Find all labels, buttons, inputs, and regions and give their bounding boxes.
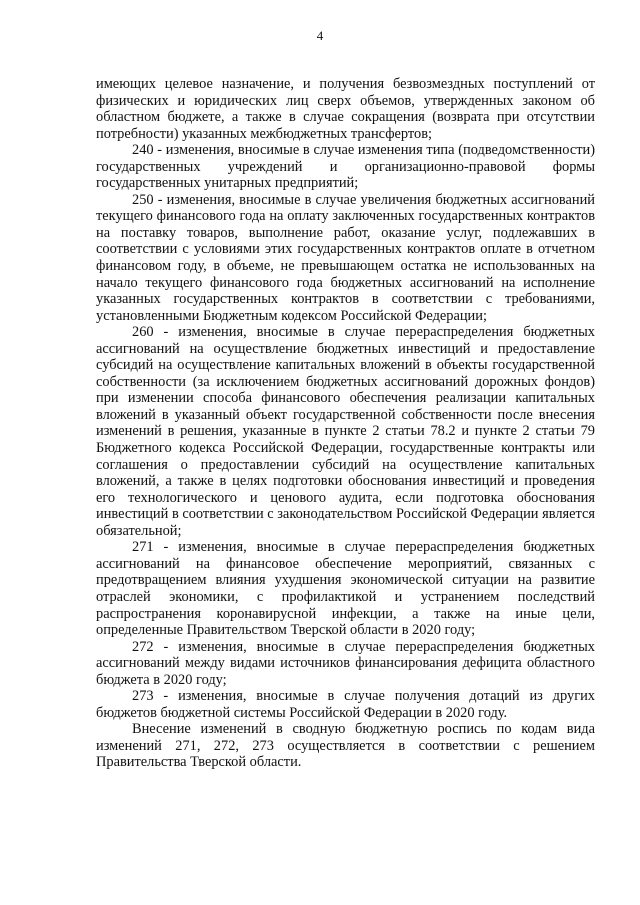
- paragraph-code-260: 260 - изменения, вносимые в случае перераспределения бюджетных ассигнований на осуществление бюджетных инвестиций и предоставление субсидий на осуществление капитальных вложений в объекты государственной собственности (за исключением бюджетных ассигнований дорожных фондов) при изменении способа финансового обеспечения реализации капитальных вложений в указанный объект государственной собственности после внесения изменений в решения, указанные в пункте 2 статьи 78.2 и пункте 2 статьи 79 Бюджетного кодекса Российской Федерации, государственные контракты или соглашения о предоставлении субсидий на осуществление капитальных вложений, а также в целях подготовки обоснования инвестиций и проведения его технологического и ценового аудита, если подготовка обоснования инвестиций в соответствии с законодательством Российской Федерации является обязательной;: [96, 324, 595, 539]
- paragraph-code-272: 272 - изменения, вносимые в случае перераспределения бюджетных ассигнований между видами источников финансирования дефицита областного бюджета в 2020 году;: [96, 638, 595, 688]
- page-number: 4: [316, 28, 324, 43]
- paragraph-code-240: 240 - изменения, вносимые в случае изменения типа (подведомственности) государственных учреждений и организационно-правовой формы государственных унитарных предприятий;: [96, 142, 595, 192]
- paragraph-continuation: имеющих целевое назначение, и получения безвозмездных поступлений от физических и юридических лиц сверх объемов, утвержденных законом об областном бюджете, а также в случае сокращения (возврата при отсутствии потребности) указанных межбюджетных трансфертов;: [96, 76, 595, 142]
- paragraph-code-273: 273 - изменения, вносимые в случае получения дотаций из других бюджетов бюджетной системы Российской Федерации в 2020 году.: [96, 688, 595, 721]
- paragraph-final-note: Внесение изменений в сводную бюджетную роспись по кодам вида изменений 271, 272, 273 осуществляется в соответствии с решением Правительства Тверской области.: [96, 721, 595, 771]
- paragraph-code-250: 250 - изменения, вносимые в случае увеличения бюджетных ассигнований текущего финансового года на оплату заключенных государственных контрактов на поставку товаров, выполнение работ, оказание услуг, подлежавших в соответствии с условиями этих государственных контрактов оплате в отчетном финансовом году, в объеме, не превышающем остатка не использованных на начало текущего финансового года бюджетных ассигнований на исполнение указанных государственных контрактов в соответствии с требованиями, установленными Бюджетным кодексом Российской Федерации;: [96, 191, 595, 324]
- document-body: [96, 76, 595, 771]
- paragraph-code-271: 271 - изменения, вносимые в случае перераспределения бюджетных ассигнований на финансовое обеспечение мероприятий, связанных с предотвращением влияния ухудшения экономической ситуации на развитие отраслей экономики, с профилактикой и устранением последствий распространения коронавирусной инфекции, а также на иные цели, определенные Правительством Тверской области в 2020 году;: [96, 539, 595, 639]
